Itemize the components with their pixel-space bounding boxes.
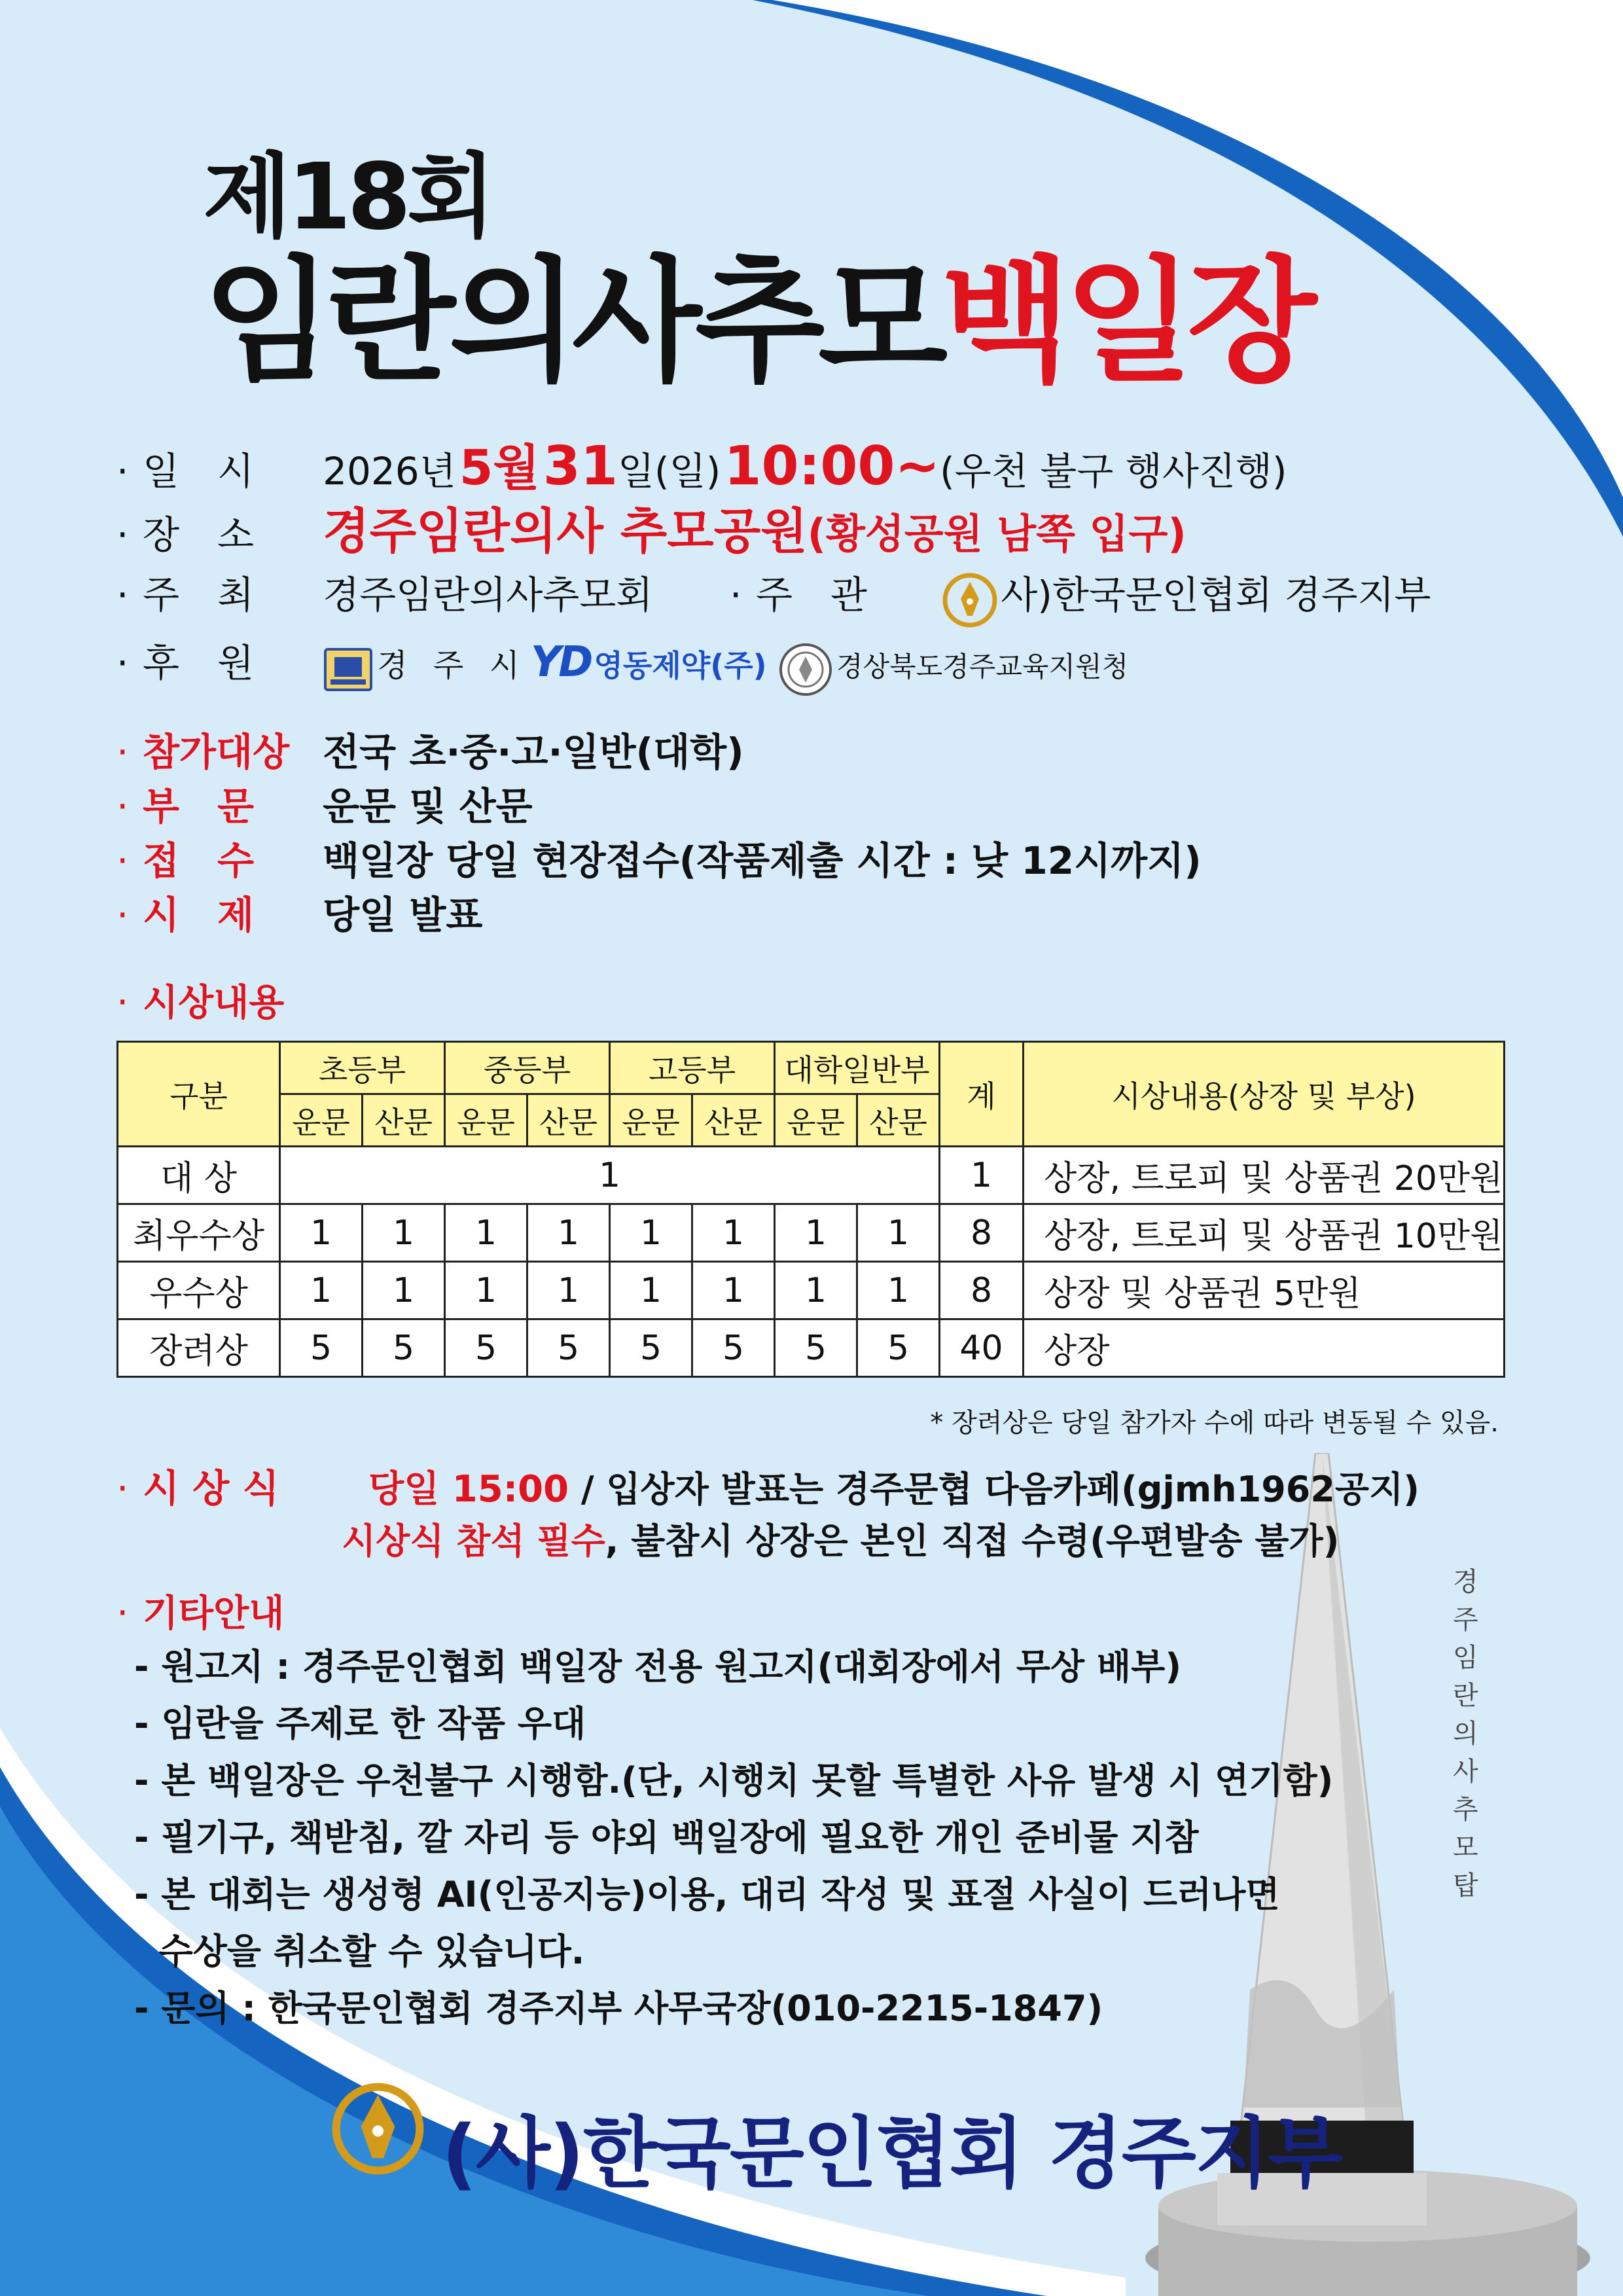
table-row — [118, 1319, 1505, 1377]
detail-row: · 참가대상 전국 초·중·고·일반(대학) — [116, 730, 744, 774]
table-subheader: 운문 — [445, 1094, 527, 1147]
award-count: 5 — [692, 1319, 775, 1377]
host-label: 주 최 — [143, 573, 255, 617]
date-day-suffix: 일(일) — [618, 449, 721, 493]
award-count: 1 — [857, 1262, 940, 1319]
education-office-emblem-icon — [778, 642, 833, 697]
award-count: 1 — [857, 1204, 940, 1262]
date-time: 10:00~ — [724, 435, 940, 497]
award-count: 1 — [280, 1204, 363, 1262]
organizer-label: 주 관 — [756, 573, 868, 617]
awards-heading: · 시상내용 — [116, 980, 285, 1024]
sponsor-edu: 경상북도경주교육지원청 — [836, 651, 1129, 683]
award-count: 5 — [527, 1319, 610, 1377]
detail-label: 시 제 — [143, 893, 255, 937]
award-count: 1 — [280, 1262, 363, 1319]
award-count: 5 — [610, 1319, 692, 1377]
pen-nib-seal-icon — [942, 573, 997, 628]
table-subheader: 산문 — [527, 1094, 610, 1147]
table-header-total: 계 — [940, 1042, 1024, 1147]
award-count: 1 — [775, 1262, 857, 1319]
award-count: 1 — [363, 1204, 445, 1262]
gyeongju-city-emblem-icon — [323, 647, 374, 692]
tower-inscription-char: 임 — [1453, 1643, 1478, 1673]
award-name: 대 상 — [118, 1147, 280, 1204]
sponsor-row: · 후 원 경 주 시 YD 영동제약(주) 경상북도경주교육지원청 — [116, 641, 1128, 697]
table-header-group: 중등부 — [445, 1042, 610, 1094]
award-count: 1 — [692, 1262, 775, 1319]
award-count: 5 — [363, 1319, 445, 1377]
footer-organization: (사)한국문인협회 경주지부 — [442, 2108, 1342, 2198]
award-desc: 상장 — [1024, 1319, 1505, 1377]
table-header-group: 초등부 — [280, 1042, 445, 1094]
award-name: 우수상 — [118, 1262, 280, 1319]
sponsor-city: 경 주 시 — [377, 647, 527, 684]
title-main-red: 백일장 — [941, 244, 1311, 400]
organizer-value: 사)한국문인협회 경주지부 — [1001, 573, 1431, 617]
detail-value: 백일장 당일 현장접수(작품제출 시간 : 낮 12시까지) — [323, 838, 1202, 883]
date-day: 31 — [543, 435, 618, 497]
table-row — [118, 1147, 1505, 1204]
detail-row: · 접 수 백일장 당일 현장접수(작품제출 시간 : 낮 12시까지) — [116, 838, 1202, 883]
detail-label: 접 수 — [143, 838, 255, 883]
tower-inscription-char: 의 — [1453, 1719, 1478, 1749]
table-note: * 장려상은 당일 참가자 수에 따라 변동될 수 있음. — [930, 1408, 1499, 1438]
tower-inscription-char: 주 — [1453, 1605, 1478, 1635]
detail-label: 참가대상 — [143, 730, 290, 774]
table-subheader: 산문 — [857, 1094, 940, 1147]
award-count: 1 — [527, 1204, 610, 1262]
award-count: 1 — [692, 1204, 775, 1262]
tower-inscription-char: 사 — [1453, 1757, 1478, 1787]
table-header-desc: 시상내용(상장 및 부상) — [1024, 1042, 1505, 1147]
detail-row: · 시 제 당일 발표 — [116, 893, 483, 937]
table-header-group: 고등부 — [610, 1042, 775, 1094]
event-title — [203, 244, 1311, 400]
award-total: 1 — [940, 1147, 1024, 1204]
award-name: 최우수상 — [118, 1204, 280, 1262]
award-desc: 상장, 트로피 및 상품권 20만원 — [1024, 1147, 1505, 1204]
sponsor-pharma: 영동제약(주) — [594, 648, 767, 683]
organizer-row: · 주 관 사)한국문인협회 경주지부 — [730, 576, 1431, 628]
award-count: 5 — [775, 1319, 857, 1377]
etc-item: 수상을 취소할 수 있습니다. — [134, 1931, 585, 1972]
award-count: 5 — [445, 1319, 527, 1377]
award-desc: 상장, 트로피 및 상품권 10만원 — [1024, 1204, 1505, 1262]
etc-item: - 문의 : 한국문인협회 경주지부 사무국장(010-2215-1847) — [134, 1988, 1103, 2029]
table-subheader: 운문 — [610, 1094, 692, 1147]
place-label: 장 소 — [143, 512, 255, 557]
event-edition: 제18회 — [203, 144, 492, 251]
ceremony-time: 당일 15:00 — [368, 1468, 569, 1511]
sponsor-label: 후 원 — [143, 641, 255, 685]
award-total: 8 — [940, 1204, 1024, 1262]
host-value: 경주임란의사추모회 — [323, 573, 653, 617]
ceremony-line1: / 입상자 발표는 경주문협 다음카페(gjmh1962공지) — [569, 1469, 1419, 1510]
award-count: 1 — [363, 1262, 445, 1319]
place-sub: (황성공원 남쪽 입구) — [807, 510, 1186, 558]
date-year: 2026년 — [323, 449, 456, 493]
place-row: · 장 소 경주임란의사 추모공원(황성공원 남쪽 입구) — [116, 503, 1186, 560]
detail-row: · 부 문 운문 및 산문 — [116, 784, 533, 829]
table-subheader: 운문 — [775, 1094, 857, 1147]
award-count: 5 — [280, 1319, 363, 1377]
ceremony-row-2 — [342, 1520, 1340, 1562]
award-count: 1 — [527, 1262, 610, 1319]
etc-item: - 본 백일장은 우천불구 시행함.(단, 시행치 못할 특별한 사유 발생 시 연기함) — [134, 1760, 1334, 1801]
detail-value: 전국 초·중·고·일반(대학) — [323, 730, 744, 774]
awards-heading-text: 시상내용 — [143, 982, 285, 1024]
pen-nib-seal-icon — [330, 2081, 425, 2176]
table-subheader: 산문 — [692, 1094, 775, 1147]
award-desc: 상장 및 상품권 5만원 — [1024, 1262, 1505, 1319]
detail-value: 당일 발표 — [323, 893, 483, 937]
award-count: 1 — [610, 1262, 692, 1319]
etc-heading: · 기타안내 — [116, 1590, 285, 1635]
tower-inscription-char: 경 — [1453, 1567, 1478, 1597]
etc-heading-text: 기타안내 — [143, 1592, 285, 1635]
table-header-group: 대학일반부 — [775, 1042, 940, 1094]
date-label: 일 시 — [143, 449, 255, 493]
date-row: · 일 시 2026년 5월 31일(일) 10:00~(우천 불구 행사진행) — [116, 435, 1287, 497]
award-count-merged: 1 — [280, 1147, 940, 1204]
award-count: 5 — [857, 1319, 940, 1377]
etc-item: - 원고지 : 경주문인협회 백일장 전용 원고지(대회장에서 무상 배부) — [134, 1646, 1182, 1687]
table-subheader: 운문 — [280, 1094, 363, 1147]
table-row — [118, 1262, 1505, 1319]
detail-value: 운문 및 산문 — [323, 784, 533, 829]
etc-item: - 본 대회는 생성형 AI(인공지능)이용, 대리 작성 및 표절 사실이 드러나면 — [134, 1874, 1280, 1915]
award-table — [116, 1041, 1505, 1378]
ceremony-row: · 시 상 식 당일 15:00 / 입상자 발표는 경주문협 다음카페(gjmh1962공지) — [116, 1466, 1419, 1511]
ceremony-required: 시상식 참석 필수 — [342, 1520, 605, 1562]
etc-item: - 필기구, 책받침, 깔 자리 등 야외 백일장에 필요한 개인 준비물 지참 — [134, 1817, 1199, 1858]
tower-inscription-char: 탑 — [1453, 1871, 1478, 1901]
tower-inscription-char: 란 — [1453, 1681, 1478, 1711]
award-count: 1 — [610, 1204, 692, 1262]
award-total: 40 — [940, 1319, 1024, 1377]
tower-inscription-char: 모 — [1453, 1833, 1478, 1863]
date-month: 5월 — [459, 440, 540, 496]
award-count: 1 — [445, 1262, 527, 1319]
award-count: 1 — [445, 1204, 527, 1262]
ceremony-line2: , 불참시 상장은 본인 직접 수령(우편발송 불가) — [605, 1520, 1340, 1562]
award-total: 8 — [940, 1262, 1024, 1319]
place-main: 경주임란의사 추모공원 — [323, 503, 808, 560]
award-count: 1 — [775, 1204, 857, 1262]
etc-item: - 임란을 주제로 한 작품 우대 — [134, 1703, 586, 1744]
ceremony-label: 시 상 식 — [143, 1466, 279, 1511]
detail-label: 부 문 — [143, 784, 255, 829]
title-main-black: 임란의사추모 — [203, 244, 942, 400]
table-header-division: 구분 — [118, 1042, 280, 1147]
yd-logo-icon: YD — [530, 638, 591, 687]
host-row: · 주 최 경주임란의사추모회 — [116, 573, 653, 617]
table-row — [118, 1204, 1505, 1262]
table-subheader: 산문 — [363, 1094, 445, 1147]
award-name: 장려상 — [118, 1319, 280, 1377]
date-note: (우천 불구 행사진행) — [940, 449, 1287, 493]
tower-inscription-char: 추 — [1453, 1795, 1478, 1825]
